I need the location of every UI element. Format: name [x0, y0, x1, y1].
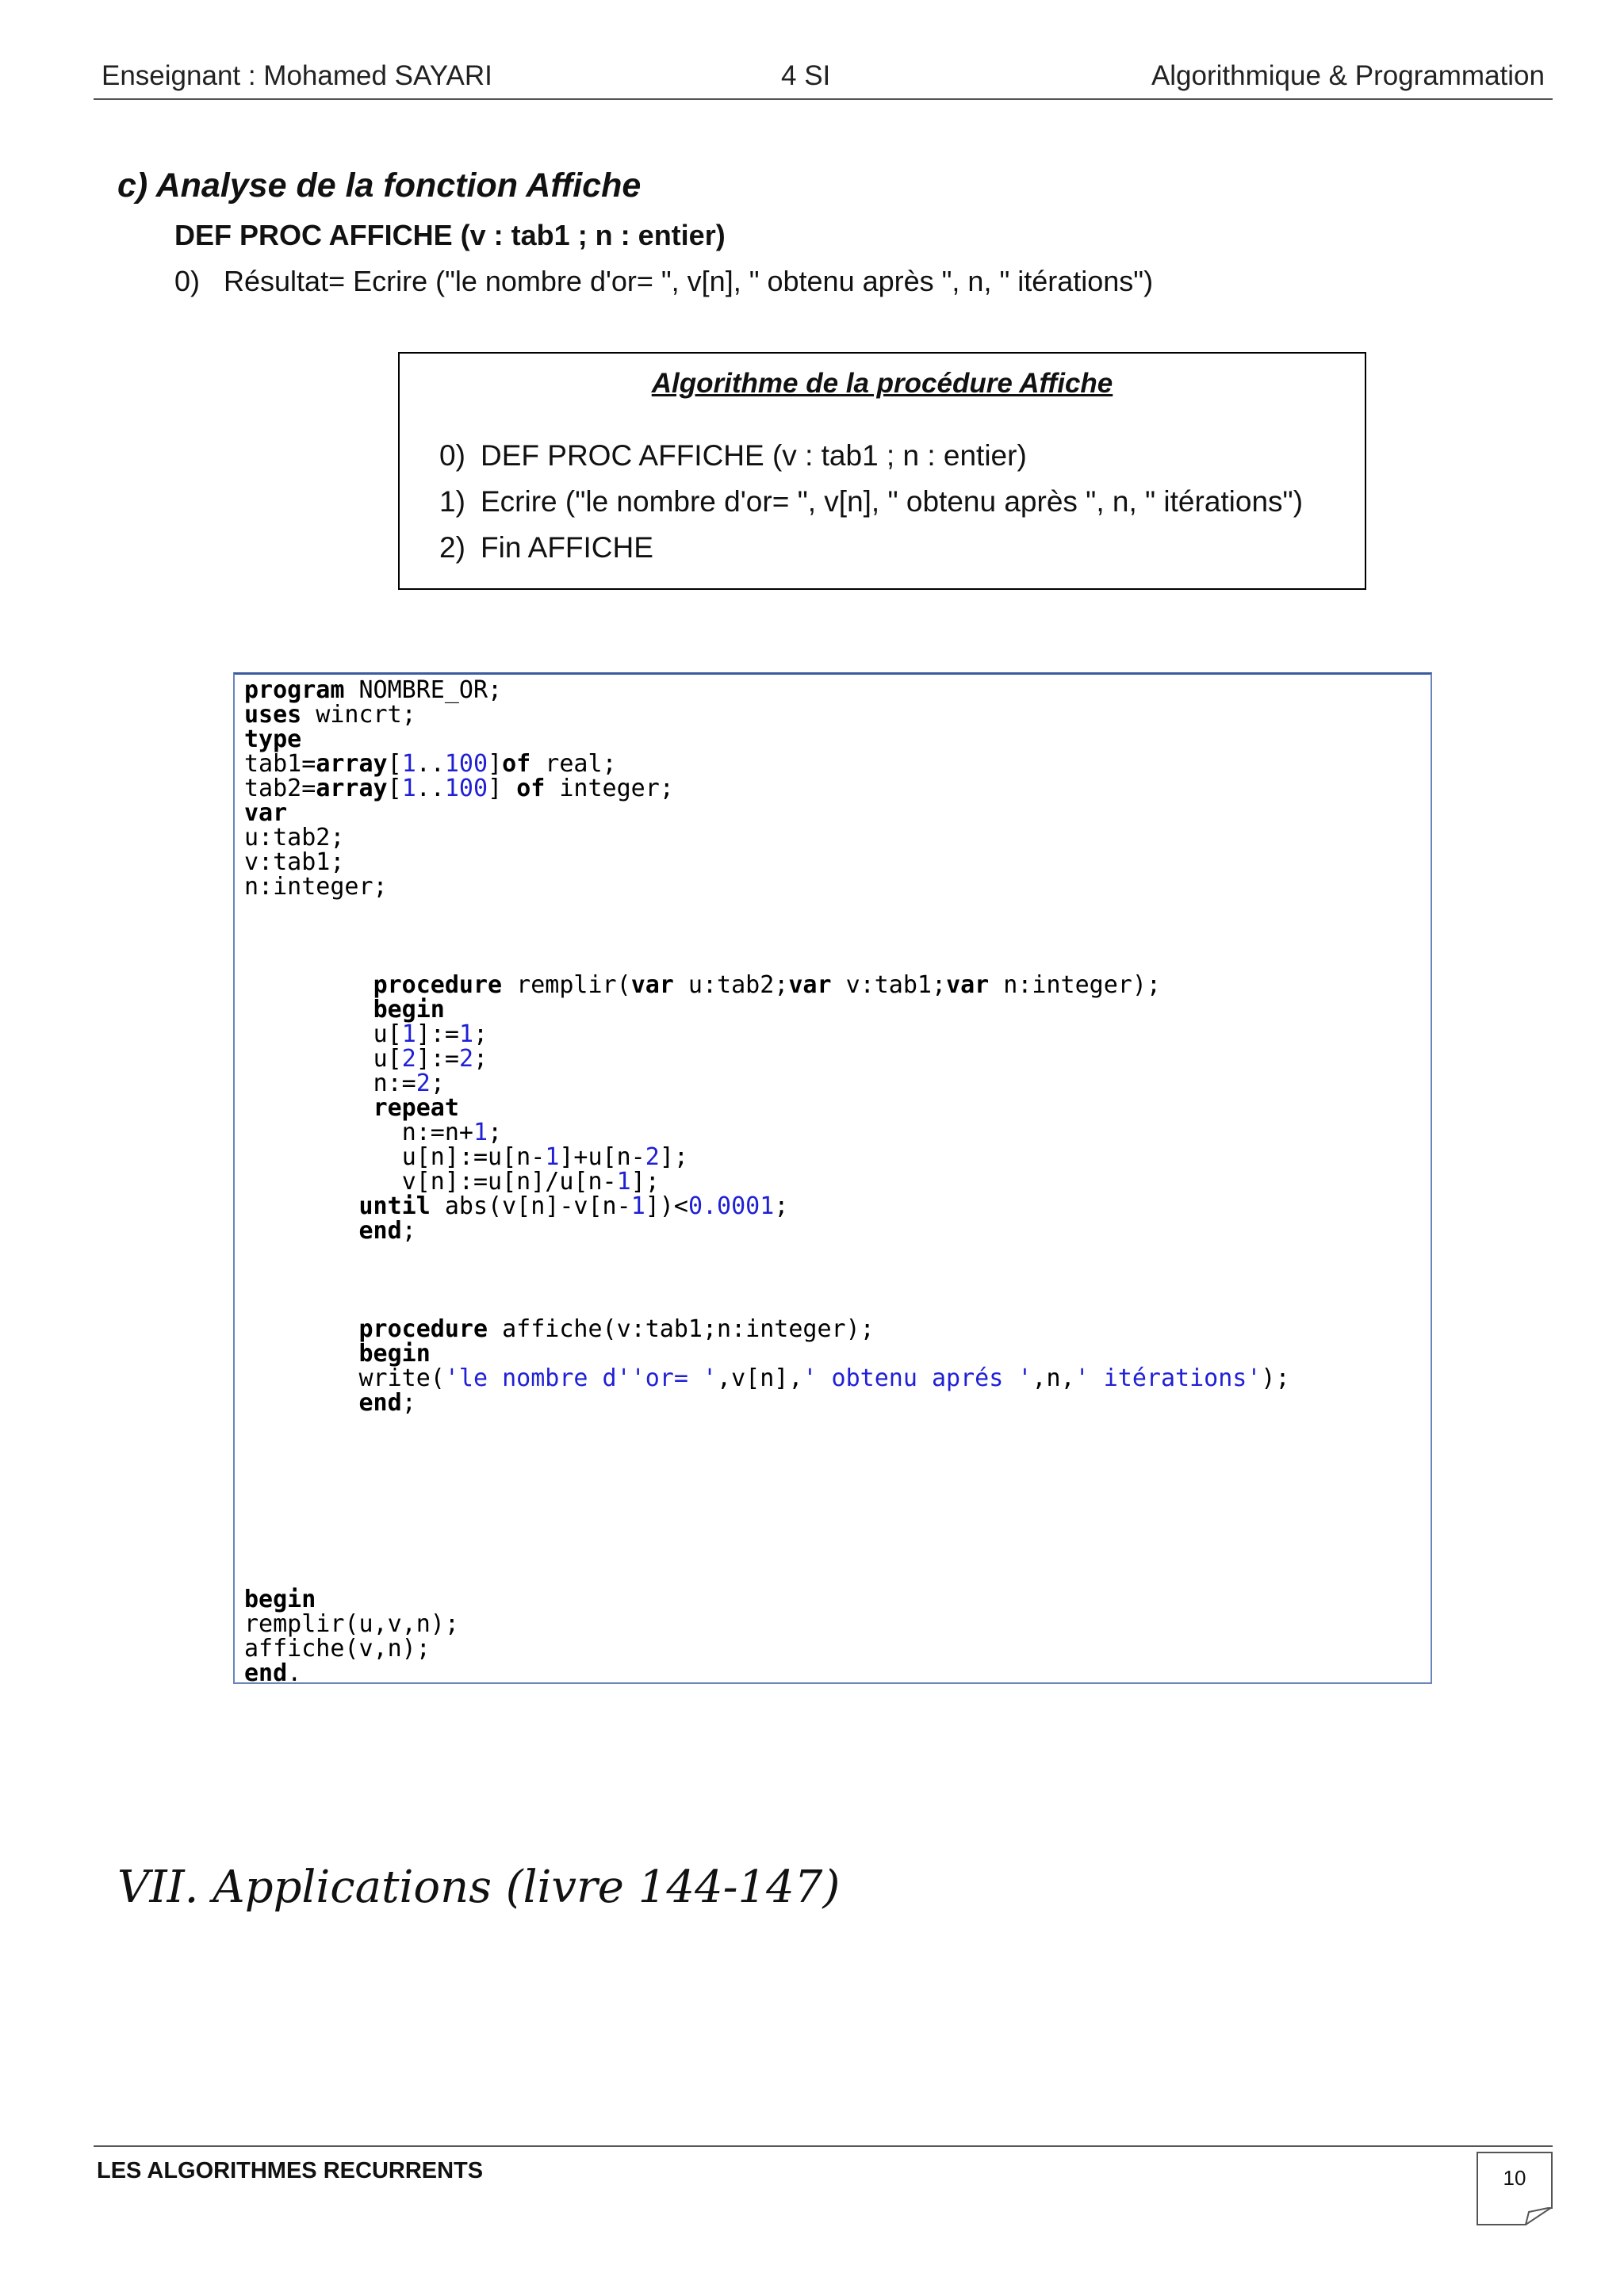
code-line — [244, 1415, 1290, 1440]
result-number: 0) — [174, 265, 201, 297]
algorithm-step — [439, 433, 1303, 479]
code-line — [244, 899, 1290, 924]
algorithm-steps — [439, 433, 1303, 571]
code-line — [244, 948, 1290, 973]
code-line — [244, 1292, 1290, 1317]
code-line — [244, 1464, 1290, 1489]
code-line — [244, 1440, 1290, 1464]
code-line — [244, 1243, 1290, 1268]
step-number: 0) — [439, 439, 465, 472]
result-line — [174, 265, 1153, 298]
step-text: Ecrire ("le nombre d'or= ", v[n], " obtenu après ", n, " itérations") — [481, 485, 1304, 518]
page-header — [94, 57, 1553, 100]
code-line: v[n]:=u[n]/u[n-1]; — [401, 1168, 660, 1196]
algorithm-step — [439, 479, 1303, 525]
result-text: Résultat= Ecrire ("le nombre d'or= ", v[n], " obtenu après ", n, " itérations") — [224, 265, 1154, 297]
pascal-code — [244, 678, 1290, 1686]
code-line: begin — [373, 996, 445, 1024]
code-line — [244, 924, 1290, 948]
page-number-box — [1477, 2152, 1553, 2209]
applications-heading: VII. Applications (livre 144-147) — [117, 1862, 841, 1913]
algorithm-step — [439, 525, 1303, 571]
page-curl-icon — [1477, 2207, 1553, 2226]
page-footer — [94, 2145, 1553, 2190]
algorithm-title: Algorithme de la procédure Affiche — [651, 368, 1113, 399]
code-line: remplir(u,v,n); — [244, 1610, 459, 1638]
code-line: tab1=array[1..100]of real; — [244, 750, 617, 778]
step-number: 1) — [439, 485, 465, 518]
code-line: var — [244, 799, 288, 827]
code-line: until abs(v[n]-v[n-1])<0.0001; — [358, 1192, 789, 1220]
code-line: end. — [244, 1659, 302, 1687]
code-line: repeat — [373, 1094, 459, 1122]
code-line: end; — [358, 1389, 416, 1417]
code-line: n:=n+1; — [401, 1119, 503, 1146]
code-line: u[1]:=1; — [373, 1020, 488, 1048]
code-line — [244, 1513, 1290, 1538]
code-line: affiche(v,n); — [244, 1635, 431, 1663]
code-line — [244, 1563, 1290, 1587]
algorithm-box — [398, 352, 1366, 590]
code-line: program NOMBRE_OR; — [244, 676, 503, 704]
header-level: 4 SI — [781, 60, 831, 91]
procedure-definition: DEF PROC AFFICHE (v : tab1 ; n : entier) — [174, 219, 726, 251]
code-line: u[n]:=u[n-1]+u[n-2]; — [401, 1143, 688, 1171]
footer-chapter: LES ALGORITHMES RECURRENTS — [97, 2158, 484, 2183]
page-number: 10 — [1503, 2166, 1526, 2190]
code-line — [244, 1538, 1290, 1563]
code-line: begin — [358, 1340, 431, 1368]
header-teacher: Enseignant : Mohamed SAYARI — [102, 60, 492, 91]
code-line: tab2=array[1..100] of integer; — [244, 775, 674, 802]
code-line — [244, 1268, 1290, 1292]
step-text: Fin AFFICHE — [481, 531, 653, 564]
step-number: 2) — [439, 531, 465, 564]
pascal-code-screenshot — [233, 672, 1432, 1687]
code-line: procedure remplir(var u:tab2;var v:tab1;var n:integer); — [373, 971, 1161, 999]
code-line: uses wincrt; — [244, 701, 416, 729]
code-line: v:tab1; — [244, 848, 345, 876]
code-line: type — [244, 725, 302, 753]
code-line: begin — [244, 1586, 316, 1613]
header-subject: Algorithmique & Programmation — [1151, 60, 1545, 91]
code-line: n:=2; — [373, 1070, 445, 1097]
code-line: u[2]:=2; — [373, 1045, 488, 1073]
section-title: c) Analyse de la fonction Affiche — [117, 166, 642, 205]
code-line: u:tab2; — [244, 824, 345, 851]
code-line: n:integer; — [244, 873, 388, 901]
code-line: write('le nombre d''or= ',v[n],' obtenu aprés ',n,' itérations'); — [358, 1364, 1290, 1392]
code-line: end; — [358, 1217, 416, 1245]
code-line: procedure affiche(v:tab1;n:integer); — [358, 1315, 875, 1343]
step-text: DEF PROC AFFICHE (v : tab1 ; n : entier) — [481, 439, 1027, 472]
code-line — [244, 1489, 1290, 1513]
